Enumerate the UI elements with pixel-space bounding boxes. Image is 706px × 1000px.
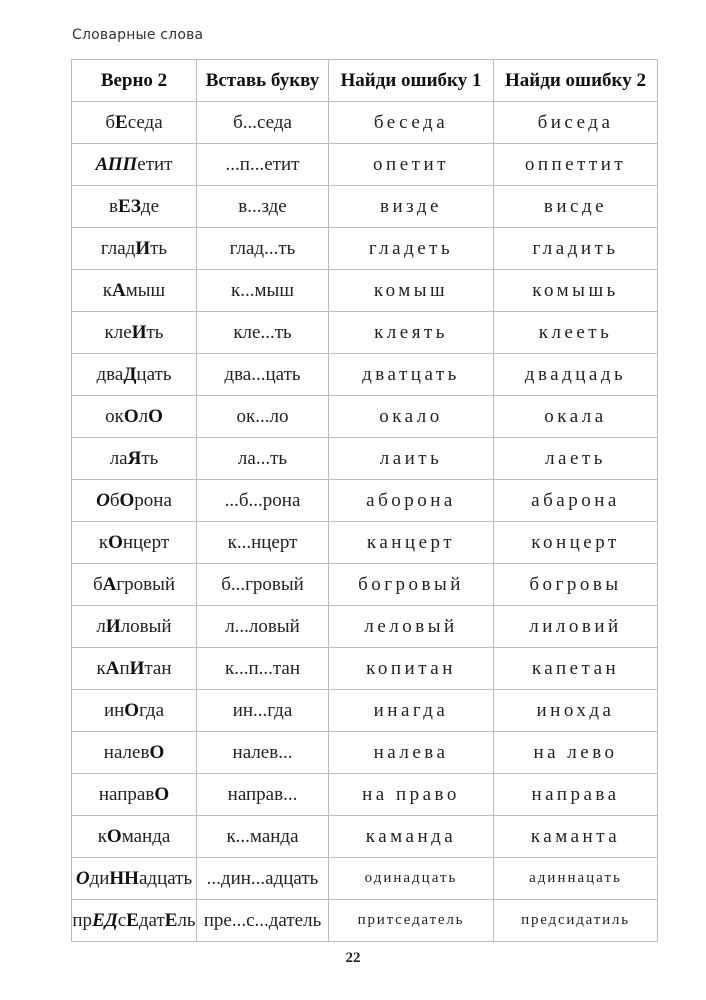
table-row [72,732,658,774]
word-part: кле [104,321,132,343]
word-part: манда [121,825,171,847]
cell-find-error-2: каманта [494,816,658,858]
word-part: п [119,657,130,679]
cell-find-error-2: адиннацать [494,858,658,900]
table-row [72,186,658,228]
cell-insert-letter: направ... [197,774,329,816]
cell-correct-word [72,312,197,354]
word-part: л [138,405,149,427]
highlighted-letters [76,868,90,889]
table-header-row [72,60,658,102]
highlighted-letters [96,154,138,175]
word-part: де [140,195,160,217]
cell-insert-letter: б...седа [197,102,329,144]
cell-correct-word [72,438,197,480]
cell-find-error-1: гладеть [329,228,494,270]
column-header-find-error-2: Найди ошибку 2 [494,60,658,102]
word-part: б [105,111,116,133]
word-part: с [117,909,127,931]
cell-insert-letter: глад...ть [197,228,329,270]
cell-insert-letter: ла...ть [197,438,329,480]
cell-correct-word [72,396,197,438]
vocabulary-table [71,59,658,942]
highlighted-letters: О [149,741,165,763]
cell-insert-letter: ...б...рона [197,480,329,522]
word-part: ль [177,909,196,931]
highlighted-letters: О [75,867,90,889]
word-part: в [108,195,118,217]
word-part: к [98,531,109,553]
cell-find-error-2: инохда [494,690,658,732]
cell-find-error-1: канцерт [329,522,494,564]
cell-insert-letter: к...манда [197,816,329,858]
table-row [72,774,658,816]
word-part: ин [103,699,125,721]
cell-find-error-1: комыш [329,270,494,312]
cell-insert-letter: л...ловый [197,606,329,648]
cell-find-error-2: концерт [494,522,658,564]
table-row [72,228,658,270]
highlighted-letters: А [112,279,126,301]
table-header [72,60,658,102]
cell-find-error-2: лиловий [494,606,658,648]
cell-find-error-2: капетан [494,648,658,690]
cell-insert-letter: к...нцерт [197,522,329,564]
cell-find-error-2: комышь [494,270,658,312]
word-part: ла [109,447,128,469]
cell-correct-word [72,900,197,942]
highlighted-letters: А [102,573,117,595]
word-part: пр [72,909,93,931]
cell-find-error-1: беседа [329,102,494,144]
cell-find-error-1: налева [329,732,494,774]
cell-find-error-2: предсидатиль [494,900,658,942]
word-part: ть [146,321,164,343]
cell-find-error-1: клеять [329,312,494,354]
cell-find-error-1: одинадцать [329,858,494,900]
cell-correct-word [72,102,197,144]
cell-find-error-2: абарона [494,480,658,522]
highlighted-letters: Е [115,111,128,133]
highlighted-letters: О [119,489,135,511]
cell-find-error-2: оппеттит [494,144,658,186]
word-part: к [102,279,113,301]
table-row [72,564,658,606]
column-header-find-error-1: Найди ошибку 1 [329,60,494,102]
highlighted-letters: И [131,321,147,343]
cell-insert-letter: пре...с...датель [197,900,329,942]
word-part: к [96,657,106,679]
highlighted-letters: О [123,405,139,427]
cell-correct-word [72,606,197,648]
word-part: рона [134,489,172,511]
column-header-correct: Верно 2 [72,60,197,102]
table-row [72,312,658,354]
word-part: седа [127,111,163,133]
cell-correct-word [72,144,197,186]
highlighted-letters: Д [123,363,137,385]
highlighted-letters: О [96,489,110,511]
cell-find-error-2: гладить [494,228,658,270]
highlighted-letters [96,490,110,511]
word-part: ок [105,405,124,427]
word-part: ди [89,867,110,889]
table-row [72,816,658,858]
word-part: глад [100,237,136,259]
cell-find-error-1: инагда [329,690,494,732]
cell-insert-letter: кле...ть [197,312,329,354]
cell-find-error-2: клееть [494,312,658,354]
highlighted-letters: И [135,237,151,259]
highlighted-letters: О [106,825,122,847]
cell-find-error-1: копитан [329,648,494,690]
cell-insert-letter: ин...гда [197,690,329,732]
highlighted-letters [92,910,118,931]
cell-correct-word [72,480,197,522]
table-row [72,690,658,732]
cell-insert-letter: б...гровый [197,564,329,606]
highlighted-letters: НН [109,867,139,889]
cell-correct-word [72,354,197,396]
highlighted-letters: ЕД [92,909,118,931]
cell-find-error-1: визде [329,186,494,228]
cell-insert-letter: ...п...етит [197,144,329,186]
cell-correct-word [72,186,197,228]
highlighted-letters: А [105,657,120,679]
word-part: налев [103,741,150,763]
table-row [72,396,658,438]
highlighted-letters: О [108,531,123,553]
cell-find-error-1: каманда [329,816,494,858]
table-row [72,144,658,186]
word-part: л [96,615,106,637]
word-part: нцерт [122,531,170,553]
cell-correct-word [72,648,197,690]
table-row [72,438,658,480]
table-row [72,522,658,564]
cell-find-error-1: притседатель [329,900,494,942]
cell-correct-word [72,690,197,732]
cell-find-error-1: опетит [329,144,494,186]
cell-find-error-2: на лево [494,732,658,774]
table-row [72,606,658,648]
cell-find-error-2: окала [494,396,658,438]
cell-correct-word [72,522,197,564]
word-part: гровый [116,573,176,595]
cell-find-error-2: висде [494,186,658,228]
cell-find-error-2: лаеть [494,438,658,480]
cell-insert-letter: ок...ло [197,396,329,438]
table-row [72,858,658,900]
word-part: дат [138,909,165,931]
highlighted-letters: Е [126,909,139,931]
cell-find-error-2: богровы [494,564,658,606]
cell-find-error-1: богровый [329,564,494,606]
highlighted-letters: О [148,405,163,427]
highlighted-letters: ЕЗ [117,195,141,217]
cell-insert-letter: ...дин...адцать [197,858,329,900]
cell-find-error-2: биседа [494,102,658,144]
table-row [72,900,658,942]
cell-find-error-1: дватцать [329,354,494,396]
cell-correct-word [72,228,197,270]
cell-find-error-1: окало [329,396,494,438]
highlighted-letters: О [124,699,140,721]
table-row [72,270,658,312]
word-part: ть [150,237,168,259]
table-row [72,102,658,144]
highlighted-letters: Я [127,447,142,469]
highlighted-letters: Е [164,909,178,931]
cell-insert-letter: к...п...тан [197,648,329,690]
highlighted-letters: О [154,783,170,805]
cell-find-error-1: леловый [329,606,494,648]
cell-find-error-2: направа [494,774,658,816]
cell-insert-letter: два...цать [197,354,329,396]
word-part: ть [141,447,159,469]
word-part: к [97,825,107,847]
word-part: ловый [120,615,172,637]
cell-correct-word [72,774,197,816]
cell-correct-word [72,858,197,900]
cell-insert-letter: налев... [197,732,329,774]
table-row [72,648,658,690]
column-header-insert-letter: Вставь букву [197,60,329,102]
word-part: б [92,573,103,595]
word-part: два [96,363,124,385]
highlighted-letters: И [105,615,121,637]
word-part: адцать [138,867,193,889]
cell-insert-letter: к...мыш [197,270,329,312]
word-part: гда [139,699,165,721]
cell-correct-word [72,732,197,774]
cell-correct-word [72,270,197,312]
highlighted-letters: АПП [95,153,138,175]
cell-find-error-1: на право [329,774,494,816]
table-row [72,480,658,522]
word-part: б [109,489,120,511]
word-part: направ [98,783,155,805]
word-part: цать [136,363,172,385]
cell-find-error-2: двадцадь [494,354,658,396]
word-part: мыш [125,279,166,301]
highlighted-letters: И [129,657,145,679]
word-part: етит [137,153,173,175]
word-part: тан [144,657,172,679]
table-body [72,102,658,942]
cell-correct-word [72,816,197,858]
cell-find-error-1: лаить [329,438,494,480]
table-row [72,354,658,396]
cell-correct-word [72,564,197,606]
cell-find-error-1: аборона [329,480,494,522]
page-number: 22 [345,950,361,966]
page-header-title: Словарные слова [72,27,204,43]
cell-insert-letter: в...зде [197,186,329,228]
